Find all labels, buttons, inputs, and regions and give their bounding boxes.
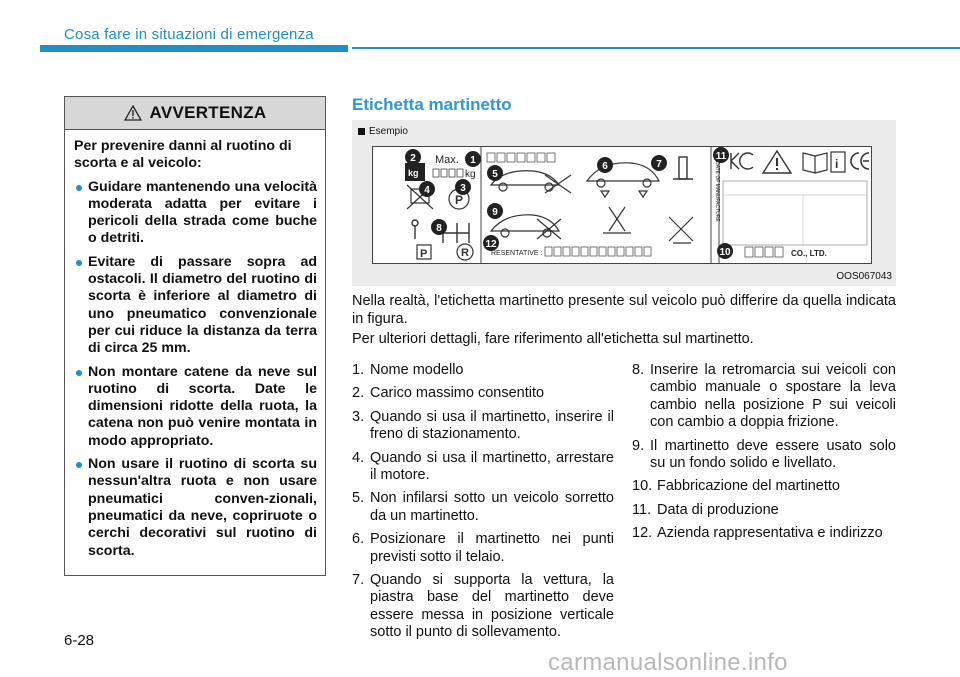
warning-box (64, 96, 326, 576)
warning-title: AVVERTENZA (149, 103, 267, 122)
warning-list (74, 179, 317, 560)
kc-mark-icon (731, 153, 753, 169)
no-soft-ground-icon (669, 217, 693, 243)
list-item: 10. Fabbricazione del martinetto (632, 478, 840, 495)
list-item: 7. Quando si supporta la vettura, la piastra base del martinetto deve essere messa in posizione verticale sotto il punto di sollevamento. (352, 572, 614, 641)
jack-label-drawing (372, 146, 872, 264)
caution-triangle-icon (763, 151, 791, 173)
warning-intro: Per prevenire danni al ruotino di scorta e al veicolo: (74, 138, 292, 172)
company-text: CO., LTD. (791, 249, 827, 258)
jack-label-figure (352, 120, 896, 286)
svg-text:6: 6 (602, 161, 608, 172)
reverse-letter: R (461, 247, 469, 259)
svg-text:2: 2 (410, 153, 416, 164)
callout-6 (597, 157, 613, 173)
warning-item: Non montare catene da neve sul ruotino di scorta. Date le dimensioni ridotte della ruota, la catena non può venire montata in modo appropriato. (74, 364, 317, 450)
list-item: 11. Data di produzione (632, 501, 779, 518)
callout-10 (717, 243, 733, 259)
max-kg-unit-text: kg (465, 169, 476, 180)
max-text: Max. (435, 154, 459, 166)
square-bullet-icon (358, 128, 365, 135)
svg-text:8: 8 (436, 223, 442, 234)
watermark: carmanualsonline.info (548, 649, 788, 676)
list-item: 12. Azienda rappresentativa e indirizzo (632, 525, 883, 542)
info-icon (831, 152, 845, 172)
warning-item: Non usare il ruotino di scorta su nessun'altra ruota e non usare pneumatici conven-zionali, pneumatici da neve, copriruote o cerchi decorativi sul ruotino di scorta. (74, 456, 317, 560)
list-item: 6. Posizionare il martinetto nei punti previsti sotto il telaio. (352, 531, 614, 565)
svg-text:4: 4 (424, 185, 430, 196)
jack-slope-warning-icon (491, 215, 561, 239)
warning-item: Guidare mantenendo una velocità moderata adatta per evitare i pericoli della strada come buche o detriti. (74, 179, 317, 248)
list-item: 3. Quando si usa il martinetto, inserire il freno di stazionamento. (352, 408, 614, 443)
warning-body (65, 130, 325, 560)
callout-4 (419, 181, 435, 197)
manufacture-date-text: DATE OF MANUFACTURE (714, 161, 720, 222)
svg-text:3: 3 (460, 183, 466, 194)
svg-text:7: 7 (656, 159, 662, 170)
svg-text:1: 1 (470, 155, 476, 166)
header-rule-thin (352, 47, 960, 49)
callout-3 (455, 179, 471, 195)
list-item: 2. Carico massimo consentito (352, 385, 545, 402)
callout-12 (483, 235, 499, 251)
section-title: Etichetta martinetto (352, 95, 512, 114)
callout-11 (713, 147, 729, 163)
callout-2 (405, 149, 421, 165)
intro-paragraph-2: Per ulteriori dettagli, fare riferimento all'etichetta sul martinetto. (352, 331, 754, 347)
callout-9 (487, 203, 503, 219)
figure-example-caption (358, 126, 408, 137)
callout-7 (651, 155, 667, 171)
svg-text:i: i (835, 157, 839, 171)
label-items-list-left (352, 362, 614, 648)
list-item: 5. Non infilarsi sotto un veicolo sorretto da un martinetto. (352, 490, 614, 524)
page-number: 6-28 (64, 632, 95, 649)
representative-text: RESENTATIVE : (491, 250, 543, 257)
warning-header (65, 97, 325, 130)
svg-text:11: 11 (715, 151, 727, 162)
kg-badge-text: kg (408, 168, 419, 178)
park-letter: P (420, 248, 428, 260)
list-item: 8. Inserire la retromarcia sui veicoli con cambio manuale o spostare la leva cambio nella posizione P sui veicoli con cambio a doppia frizione. (632, 362, 896, 431)
intro-paragraph-1: Nella realtà, l'etichetta martinetto presente sul veicolo può differire da quella indicata in figura. (352, 293, 896, 327)
jack-label-illustration (373, 147, 871, 263)
header-title: Cosa fare in situazioni di emergenza (64, 26, 314, 43)
figure-code: OOS067043 (836, 271, 892, 282)
warning-triangle-icon (124, 105, 142, 121)
svg-text:9: 9 (492, 207, 498, 218)
svg-text:10: 10 (719, 247, 731, 258)
svg-text:12: 12 (485, 239, 497, 250)
callout-8 (431, 219, 447, 235)
label-items-list-right (632, 362, 896, 549)
list-item: 9. Il martinetto deve essere usato solo su un fondo solido e livellato. (632, 437, 896, 472)
figure-example-label: Esempio (369, 126, 408, 137)
manual-book-icon (803, 153, 827, 173)
ce-mark-icon (851, 153, 869, 169)
jack-scissor-icon (603, 207, 631, 233)
list-item: 1. Nome modello (352, 362, 464, 378)
callout-1 (465, 151, 481, 167)
warning-item: Evitare di passare sopra ad ostacoli. Il diametro del ruotino di scorta è inferiore al diametro di uno pneumatico convenzionale per cui riduce la distanza da terra di circa 25 mm. (74, 254, 317, 358)
header-rule-thick (40, 45, 348, 52)
callout-5 (487, 165, 503, 181)
jack-vertical-icon (673, 157, 693, 179)
svg-text:P: P (455, 193, 464, 207)
svg-text:5: 5 (492, 169, 498, 180)
list-item: 4. Quando si usa il martinetto, arrestare il motore. (352, 449, 614, 484)
car-jack-warning-icon (491, 171, 571, 193)
